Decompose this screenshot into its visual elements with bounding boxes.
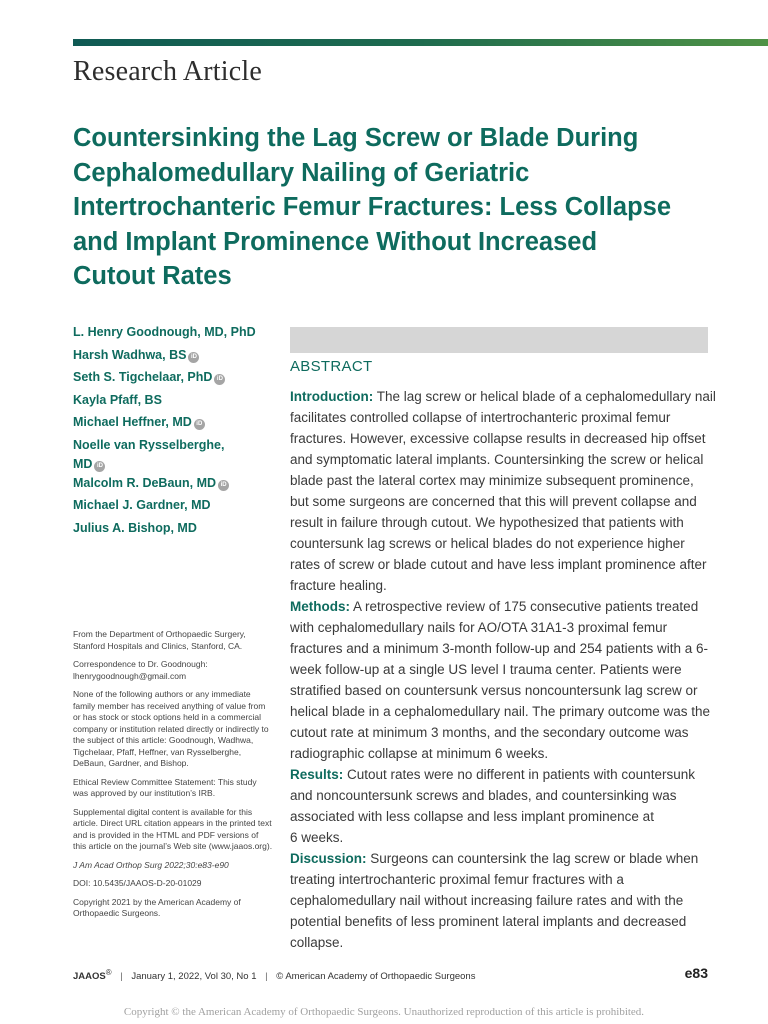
ethics-statement: Ethical Review Committee Statement: This study was approved by our institution’s IRB. bbox=[73, 776, 257, 798]
abstract-line bbox=[290, 701, 708, 722]
affiliation: From the Department of Orthopaedic Surgery, Stanford Hospitals and Clinics, Stanford, CA. bbox=[73, 629, 246, 651]
abstract-text: and noncountersunk screws and blades, and countersinking was bbox=[290, 788, 677, 803]
orcid-icon[interactable]: iD bbox=[218, 480, 229, 491]
author: Julius A. Bishop, MD bbox=[73, 520, 197, 535]
abstract-line bbox=[290, 659, 708, 680]
abstract-text: helical blade in a cephalomedullary nail. The primary outcome was the bbox=[290, 704, 710, 719]
page-number: e83 bbox=[684, 965, 708, 981]
abstract-text: with cephalomedullary nails for AO/OTA 31A1-3 proximal femur bbox=[290, 620, 668, 635]
abstract-text: facilitates controlled collapse of intertrochanteric proximal femur bbox=[290, 410, 671, 425]
abstract-line bbox=[290, 785, 708, 806]
supplemental-note: Supplemental digital content is available for this article. Direct URL citation appears in the printed text and is provided in the HTML and PDF versions of this article on the journal’s Web site (www.jaaos.org). bbox=[73, 806, 273, 851]
footer-separator: | bbox=[120, 971, 123, 983]
title-line: Countersinking the Lag Screw or Blade During bbox=[73, 124, 639, 152]
abstract-line bbox=[290, 428, 708, 449]
doi: DOI: 10.5435/JAAOS-D-20-01029 bbox=[73, 878, 202, 888]
abstract-body bbox=[290, 386, 716, 953]
orcid-icon[interactable]: iD bbox=[214, 374, 225, 385]
abstract-section-label: Discussion: bbox=[290, 851, 367, 866]
header-rule bbox=[73, 39, 768, 46]
abstract-text: but some surgeons are concerned that this will prevent collapse and bbox=[290, 494, 697, 509]
abstract-text: result in failure through cutout. We hypothesized that patients with bbox=[290, 515, 684, 530]
author: Seth S. Tigchelaar, PhD iD bbox=[73, 366, 273, 389]
abstract-text: cephalomedullary nail without increasing failure rates and with the bbox=[290, 893, 684, 908]
abstract-section-label: Results: bbox=[290, 767, 344, 782]
abstract-line bbox=[290, 617, 708, 638]
abstract-text: fracture healing. bbox=[290, 578, 387, 593]
abstract-text: rates of screw or blade cutout and have less implant prominence after bbox=[290, 557, 707, 572]
orcid-icon[interactable]: iD bbox=[94, 461, 105, 472]
title-line: Cephalomedullary Nailing of Geriatric bbox=[73, 158, 530, 187]
citation: J Am Acad Orthop Surg 2022;30:e83-e90 bbox=[73, 859, 229, 870]
correspondence: Correspondence to Dr. Goodnough: lhenrygoodnough@gmail.com bbox=[73, 659, 208, 681]
abstract-heading: ABSTRACT bbox=[290, 358, 373, 375]
abstract-line bbox=[290, 743, 708, 764]
abstract-text: and symptomatic lateral implants. Countersinking the screw or helical bbox=[290, 452, 704, 467]
abstract-line bbox=[290, 575, 708, 596]
abstract-line bbox=[290, 932, 708, 953]
publisher: © American Academy of Orthopaedic Surgeons bbox=[276, 971, 476, 983]
author: L. Henry Goodnough, MD, PhD bbox=[73, 325, 256, 339]
abstract-text: cutout rate at minimum 3 months, and the secondary outcome was bbox=[290, 725, 689, 740]
author: Kayla Pfaff, BS bbox=[73, 392, 162, 407]
abstract-line bbox=[290, 470, 708, 491]
abstract-section-label: Methods: bbox=[290, 599, 350, 614]
title-line: and Implant Prominence Without Increased bbox=[73, 227, 598, 256]
abstract-header-band bbox=[290, 327, 708, 353]
disclosure: None of the following authors or any immediate family member has received anything of value from or has stock or stock options held in a commercial company or institution related directly or indirectly to the subject of this article: Goodnough, Wadhwa, Tigchelaar, Pfaff, Heffner, van Rysselberghe, DeBaun, Gardner, and Bishop. bbox=[73, 689, 269, 768]
author: Malcolm R. DeBaun, MD iD bbox=[73, 472, 273, 495]
abstract-line bbox=[290, 638, 708, 659]
abstract-line bbox=[290, 554, 708, 575]
orcid-icon[interactable]: iD bbox=[194, 419, 205, 430]
abstract-section-label: Introduction: bbox=[290, 389, 374, 404]
abstract-text: fractures. However, excessive collapse results in decreased hip offset bbox=[290, 431, 706, 446]
abstract-text: treating intertrochanteric proximal femur fractures with a bbox=[290, 872, 624, 887]
title-line: Cutout Rates bbox=[73, 262, 232, 290]
section-label: Research Article bbox=[73, 56, 263, 87]
abstract-text: fractures and a minimum 3-month follow-up and 254 patients with a 6- bbox=[290, 641, 708, 656]
abstract-text: radiographic collapse at minimum 6 weeks. bbox=[290, 746, 549, 761]
abstract-line bbox=[290, 806, 708, 827]
abstract-text: 6 weeks. bbox=[290, 830, 344, 845]
abstract-text: potential benefits of less prominent lateral implants and decreased bbox=[290, 914, 687, 929]
trademark: ® bbox=[105, 968, 112, 977]
abstract-line bbox=[290, 596, 708, 617]
author: Noelle van Rysselberghe, MD iD bbox=[73, 437, 225, 471]
abstract-line bbox=[290, 386, 716, 407]
issue-info: January 1, 2022, Vol 30, No 1 bbox=[131, 971, 257, 983]
abstract-line bbox=[290, 890, 708, 911]
abstract-text: collapse. bbox=[290, 935, 344, 950]
footer-separator: | bbox=[265, 971, 268, 983]
abstract-line bbox=[290, 827, 708, 848]
abstract-text: stratified based on countersunk versus noncountersunk lag screw or bbox=[290, 683, 698, 698]
abstract-text: week follow-up at a single US level I trauma center. Patients were bbox=[290, 662, 682, 677]
abstract-line bbox=[290, 869, 708, 890]
abstract-text: associated with less collapse and less implant prominence at bbox=[290, 809, 654, 824]
abstract-text: blade past the lateral cortex may minimize subsequent prominence, bbox=[290, 473, 694, 488]
abstract-line bbox=[290, 512, 708, 533]
abstract-line bbox=[290, 911, 708, 932]
page-footer bbox=[73, 965, 708, 984]
title-line: Intertrochanteric Femur Fractures: Less Collapse bbox=[73, 193, 672, 221]
abstract-text: countersunk lag screws or helical blades do not experience higher bbox=[290, 536, 685, 551]
abstract-line bbox=[290, 407, 708, 428]
author: Michael Heffner, MD iD bbox=[73, 411, 273, 434]
abstract-line bbox=[290, 722, 708, 743]
journal-name: JAAOS bbox=[73, 971, 106, 983]
orcid-icon[interactable]: iD bbox=[188, 352, 199, 363]
copyright-notice: Copyright © the American Academy of Orthopaedic Surgeons. Unauthorized reproduction of this article is prohibited. bbox=[123, 1006, 645, 1018]
abstract-text: Surgeons can countersink the lag screw or blade when bbox=[366, 851, 699, 866]
author: Harsh Wadhwa, BS iD bbox=[73, 344, 273, 367]
abstract-text: Cutout rates were no different in patients with countersunk bbox=[343, 767, 695, 782]
article-notes bbox=[73, 629, 273, 927]
abstract-line bbox=[290, 848, 708, 869]
abstract-line bbox=[290, 680, 708, 701]
copyright-statement: Copyright 2021 by the American Academy of Orthopaedic Surgeons. bbox=[73, 896, 241, 918]
author-list bbox=[73, 321, 273, 539]
article-title bbox=[73, 121, 713, 294]
abstract-text: A retrospective review of 175 consecutive patients treated bbox=[350, 599, 699, 614]
abstract-text: The lag screw or helical blade of a cephalomedullary nail bbox=[373, 389, 716, 404]
abstract-line bbox=[290, 491, 708, 512]
abstract-line bbox=[290, 449, 708, 470]
author: Michael J. Gardner, MD bbox=[73, 498, 211, 513]
abstract-line bbox=[290, 764, 708, 785]
abstract-line bbox=[290, 533, 708, 554]
